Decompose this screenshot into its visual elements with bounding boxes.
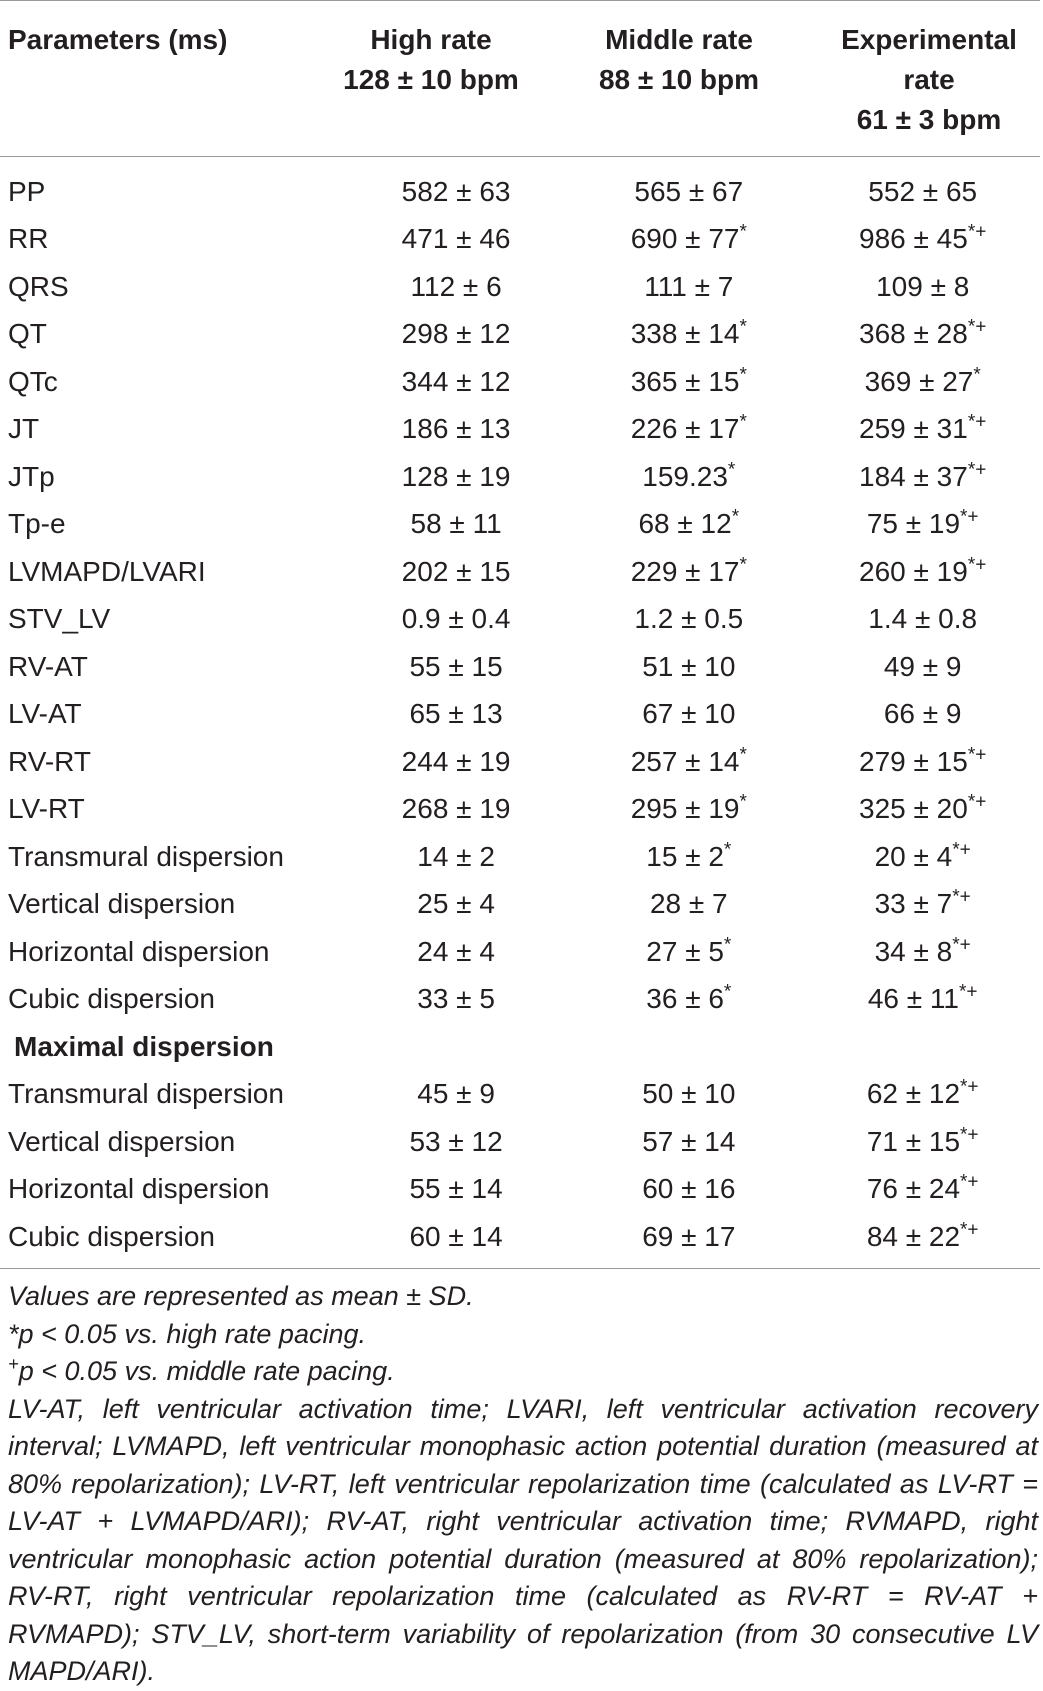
cell-high-rate-value: 53 ± 12 xyxy=(409,1125,503,1157)
cell-high-rate xyxy=(340,643,572,691)
cell-high-rate xyxy=(340,501,572,549)
cell-experimental-rate-significance: *+ xyxy=(960,1076,979,1098)
top-rule xyxy=(0,0,1040,1)
cell-experimental-rate-significance: *+ xyxy=(952,839,971,861)
cell-middle-rate xyxy=(572,1166,805,1214)
cell-parameter: STV_LV xyxy=(8,603,111,635)
cell-experimental-rate xyxy=(805,1166,1040,1214)
header-high-rate xyxy=(306,20,556,100)
cell-middle-rate-value: 338 ± 14 xyxy=(630,318,740,350)
cell-middle-rate xyxy=(572,976,805,1024)
cell-experimental-rate-significance: *+ xyxy=(960,1171,979,1193)
cell-experimental-rate xyxy=(805,216,1040,264)
cell-parameter: JT xyxy=(8,413,40,445)
table-row xyxy=(0,1213,1040,1261)
data-table xyxy=(0,168,1040,1261)
cell-middle-rate-value: 690 ± 77 xyxy=(630,223,740,255)
header-middle-label: Middle rate xyxy=(605,24,753,55)
cell-parameter: QT xyxy=(8,318,47,350)
cell-middle-rate-value: 60 ± 16 xyxy=(642,1173,736,1205)
cell-experimental-rate-significance: *+ xyxy=(960,1124,979,1146)
cell-high-rate-value: 25 ± 4 xyxy=(417,888,495,920)
bottom-rule xyxy=(0,1268,1040,1269)
header-middle-bpm: 88 ± 10 bpm xyxy=(598,64,760,95)
cell-experimental-rate xyxy=(805,311,1040,359)
cell-experimental-rate xyxy=(805,738,1040,786)
header-high-label: High rate xyxy=(370,24,492,55)
cell-experimental-rate xyxy=(805,881,1040,929)
cell-parameter: QRS xyxy=(8,270,69,302)
cell-high-rate-value: 33 ± 5 xyxy=(417,983,495,1015)
cell-high-rate xyxy=(340,596,572,644)
section-label: Maximal dispersion xyxy=(14,1030,274,1062)
cell-middle-rate-value: 295 ± 19 xyxy=(630,793,740,825)
header-exp-bpm: 61 ± 3 bpm xyxy=(856,104,1002,135)
cell-middle-rate-value: 565 ± 67 xyxy=(634,175,744,207)
cell-high-rate xyxy=(340,168,572,216)
table-row xyxy=(0,168,1040,216)
cell-middle-rate-value: 67 ± 10 xyxy=(642,698,736,730)
cell-high-rate xyxy=(340,1166,572,1214)
cell-high-rate xyxy=(340,548,572,596)
cell-experimental-rate-significance: *+ xyxy=(967,316,987,338)
cell-middle-rate xyxy=(572,1118,805,1166)
cell-high-rate xyxy=(340,358,572,406)
cell-experimental-rate xyxy=(805,1213,1040,1261)
cell-experimental-rate xyxy=(805,596,1040,644)
cell-high-rate-value: 14 ± 2 xyxy=(417,840,495,872)
header-middle-rate xyxy=(554,20,804,100)
cell-high-rate-value: 202 ± 15 xyxy=(401,555,511,587)
cell-experimental-rate-significance: *+ xyxy=(967,221,987,243)
cell-parameter: RR xyxy=(8,223,49,255)
table-row xyxy=(0,406,1040,454)
cell-experimental-rate-value: 259 ± 31 xyxy=(859,413,968,445)
cell-middle-rate xyxy=(572,311,805,359)
cell-experimental-rate-significance: * xyxy=(973,364,981,386)
cell-experimental-rate xyxy=(805,358,1040,406)
cell-middle-rate-value: 229 ± 17 xyxy=(630,555,740,587)
cell-experimental-rate xyxy=(805,976,1040,1024)
cell-experimental-rate-significance: *+ xyxy=(967,459,987,481)
cell-parameter: Cubic dispersion xyxy=(8,983,215,1015)
cell-middle-rate-significance: * xyxy=(739,316,747,338)
cell-middle-rate xyxy=(572,263,805,311)
cell-high-rate xyxy=(340,406,572,454)
cell-middle-rate xyxy=(572,691,805,739)
table-row xyxy=(0,928,1040,976)
section-row xyxy=(0,1023,1040,1071)
cell-high-rate-value: 58 ± 11 xyxy=(410,508,502,540)
cell-middle-rate-significance: * xyxy=(739,554,747,576)
cell-middle-rate-significance: * xyxy=(739,744,747,766)
header-high-bpm: 128 ± 10 bpm xyxy=(343,64,519,95)
cell-parameter: QTc xyxy=(8,365,58,397)
cell-high-rate-value: 186 ± 13 xyxy=(401,413,511,445)
cell-middle-rate-value: 57 ± 14 xyxy=(642,1125,736,1157)
cell-experimental-rate-significance: *+ xyxy=(967,554,987,576)
cell-experimental-rate-significance: *+ xyxy=(967,744,987,766)
cell-experimental-rate-value: 986 ± 45 xyxy=(859,223,968,255)
cell-experimental-rate xyxy=(805,501,1040,549)
cell-experimental-rate-value: 66 ± 9 xyxy=(883,698,962,730)
cell-parameter: Horizontal dispersion xyxy=(8,935,270,967)
cell-middle-rate-significance: * xyxy=(739,791,747,813)
header-parameters: Parameters (ms) xyxy=(8,24,228,55)
cell-middle-rate-value: 51 ± 10 xyxy=(642,650,736,682)
cell-experimental-rate-value: 1.4 ± 0.8 xyxy=(868,603,978,635)
header-exp-label-2: rate xyxy=(903,64,955,95)
footnotes xyxy=(8,1278,1038,1691)
cell-high-rate-value: 55 ± 15 xyxy=(409,650,503,682)
cell-experimental-rate-value: 33 ± 7 xyxy=(874,888,953,920)
cell-high-rate-value: 0.9 ± 0.4 xyxy=(401,603,511,635)
cell-middle-rate-value: 365 ± 15 xyxy=(630,365,740,397)
cell-high-rate xyxy=(340,263,572,311)
cell-middle-rate xyxy=(572,1071,805,1119)
cell-high-rate xyxy=(340,1071,572,1119)
cell-middle-rate-significance: * xyxy=(727,459,736,481)
cell-high-rate-value: 55 ± 14 xyxy=(409,1173,503,1205)
cell-middle-rate-value: 27 ± 5 xyxy=(646,935,724,967)
table-row xyxy=(0,453,1040,501)
cell-middle-rate-significance: * xyxy=(739,221,747,243)
cell-middle-rate xyxy=(572,216,805,264)
table-row xyxy=(0,311,1040,359)
table-row xyxy=(0,263,1040,311)
cell-high-rate-value: 268 ± 19 xyxy=(401,793,511,825)
cell-high-rate xyxy=(340,1118,572,1166)
cell-middle-rate-value: 36 ± 6 xyxy=(646,983,724,1015)
cell-experimental-rate-significance: *+ xyxy=(967,791,987,813)
cell-middle-rate-value: 159.23 xyxy=(642,460,728,492)
cell-middle-rate-value: 69 ± 17 xyxy=(642,1220,736,1252)
table-row xyxy=(0,1166,1040,1214)
cell-experimental-rate-value: 368 ± 28 xyxy=(859,318,968,350)
cell-high-rate xyxy=(340,928,572,976)
cell-middle-rate xyxy=(572,786,805,834)
cell-high-rate xyxy=(340,881,572,929)
cell-middle-rate-significance: * xyxy=(723,839,732,861)
cell-parameter: RV-RT xyxy=(8,745,91,777)
cell-middle-rate-significance: * xyxy=(731,506,740,528)
cell-parameter: LV-AT xyxy=(8,698,82,730)
cell-high-rate-value: 298 ± 12 xyxy=(401,318,511,350)
table-row xyxy=(0,501,1040,549)
cell-parameter: Vertical dispersion xyxy=(8,888,236,920)
cell-high-rate-value: 582 ± 63 xyxy=(401,175,511,207)
cell-experimental-rate xyxy=(805,168,1040,216)
cell-high-rate-value: 344 ± 12 xyxy=(401,365,511,397)
header-rule xyxy=(0,156,1040,157)
cell-high-rate-value: 471 ± 46 xyxy=(401,223,511,255)
footnote-plus-text: p < 0.05 vs. middle rate pacing. xyxy=(18,1356,395,1386)
cell-high-rate xyxy=(340,216,572,264)
cell-experimental-rate-significance: *+ xyxy=(960,1219,979,1241)
cell-high-rate-value: 112 ± 6 xyxy=(410,270,502,302)
cell-high-rate xyxy=(340,311,572,359)
cell-high-rate-value: 244 ± 19 xyxy=(401,745,511,777)
cell-experimental-rate-value: 71 ± 15 xyxy=(866,1125,961,1157)
table-row xyxy=(0,881,1040,929)
cell-high-rate xyxy=(340,691,572,739)
cell-experimental-rate-value: 184 ± 37 xyxy=(859,460,968,492)
table-row xyxy=(0,833,1040,881)
cell-experimental-rate-significance: *+ xyxy=(967,411,987,433)
cell-middle-rate xyxy=(572,833,805,881)
cell-parameter: RV-AT xyxy=(8,650,88,682)
cell-experimental-rate-significance: *+ xyxy=(952,886,971,908)
cell-experimental-rate-value: 49 ± 9 xyxy=(883,650,962,682)
cell-parameter: Tp-e xyxy=(8,508,66,540)
cell-experimental-rate-significance: *+ xyxy=(959,981,978,1003)
table-row xyxy=(0,976,1040,1024)
cell-high-rate xyxy=(340,453,572,501)
cell-experimental-rate xyxy=(805,833,1040,881)
cell-experimental-rate-value: 20 ± 4 xyxy=(874,840,953,872)
cell-experimental-rate-value: 76 ± 24 xyxy=(866,1173,961,1205)
cell-middle-rate xyxy=(572,738,805,786)
cell-high-rate-value: 24 ± 4 xyxy=(417,935,495,967)
table-row xyxy=(0,596,1040,644)
cell-middle-rate xyxy=(572,168,805,216)
cell-experimental-rate-significance: *+ xyxy=(952,934,971,956)
cell-middle-rate xyxy=(572,406,805,454)
cell-experimental-rate xyxy=(805,1118,1040,1166)
cell-middle-rate xyxy=(572,928,805,976)
cell-parameter: Transmural dispersion xyxy=(8,1078,284,1110)
footnote-mean: Values are represented as mean ± SD. xyxy=(8,1281,474,1311)
plus-marker: + xyxy=(8,1352,19,1374)
footnote-abbreviations: LV-AT, left ventricular activation time; LVARI, left ventricular activation recovery interval; LVMAPD, left ventricular monophasic action potential duration (measured at 80% repolarization); LV-RT, left ventricular repolarization time (calculated as LV-RT = LV-AT + LVMAPD/ARI); RV-AT, right ventricular activation time; RVMAPD, right ventricular monophasic action potential duration (measured at 80% repolarization); RV-RT, right ventricular repolarization time (calculated as RV-RT = RV-AT + RVMAPD); STV_LV, short-term variability of repolarization (from 30 consecutive LV MAPD/ARI). xyxy=(8,1393,1038,1686)
cell-experimental-rate xyxy=(805,643,1040,691)
cell-high-rate xyxy=(340,833,572,881)
cell-middle-rate xyxy=(572,596,805,644)
cell-high-rate-value: 128 ± 19 xyxy=(401,460,511,492)
cell-experimental-rate-value: 260 ± 19 xyxy=(859,555,968,587)
table-row xyxy=(0,548,1040,596)
cell-parameter: Vertical dispersion xyxy=(8,1125,236,1157)
footnote-star: *p < 0.05 vs. high rate pacing. xyxy=(8,1318,366,1349)
cell-middle-rate-significance: * xyxy=(739,411,747,433)
cell-experimental-rate-value: 34 ± 8 xyxy=(874,935,953,967)
cell-parameter: LV-RT xyxy=(8,793,85,825)
cell-experimental-rate xyxy=(805,691,1040,739)
table-row xyxy=(0,216,1040,264)
table-row xyxy=(0,358,1040,406)
cell-middle-rate-value: 50 ± 10 xyxy=(642,1078,736,1110)
footnote-plus xyxy=(8,1353,1038,1391)
cell-middle-rate xyxy=(572,1213,805,1261)
cell-middle-rate-value: 257 ± 14 xyxy=(630,745,740,777)
table-row xyxy=(0,643,1040,691)
table-row xyxy=(0,1118,1040,1166)
cell-parameter: Cubic dispersion xyxy=(8,1220,215,1252)
cell-middle-rate xyxy=(572,501,805,549)
cell-middle-rate-value: 111 ± 7 xyxy=(644,270,734,302)
cell-middle-rate xyxy=(572,643,805,691)
cell-high-rate xyxy=(340,786,572,834)
cell-experimental-rate-value: 84 ± 22 xyxy=(866,1220,961,1252)
cell-high-rate xyxy=(340,1213,572,1261)
cell-parameter: PP xyxy=(8,175,46,207)
cell-experimental-rate-value: 279 ± 15 xyxy=(859,745,968,777)
cell-parameter: LVMAPD/LVARI xyxy=(8,555,206,587)
table-row xyxy=(0,786,1040,834)
cell-experimental-rate-significance: *+ xyxy=(960,506,979,528)
cell-experimental-rate xyxy=(805,1071,1040,1119)
header-exp-label-1: Experimental xyxy=(841,24,1017,55)
cell-experimental-rate-value: 369 ± 27 xyxy=(864,365,974,397)
cell-experimental-rate xyxy=(805,406,1040,454)
cell-parameter: JTp xyxy=(8,460,55,492)
cell-parameter: Transmural dispersion xyxy=(8,840,284,872)
cell-middle-rate-significance: * xyxy=(723,934,732,956)
cell-experimental-rate-value: 75 ± 19 xyxy=(866,508,961,540)
cell-middle-rate-value: 68 ± 12 xyxy=(638,508,732,540)
cell-high-rate-value: 65 ± 13 xyxy=(409,698,503,730)
header-experimental-rate xyxy=(804,20,1043,140)
cell-middle-rate xyxy=(572,358,805,406)
cell-experimental-rate-value: 62 ± 12 xyxy=(866,1078,961,1110)
table-row xyxy=(0,1071,1040,1119)
cell-experimental-rate xyxy=(805,453,1040,501)
cell-middle-rate xyxy=(572,548,805,596)
cell-high-rate xyxy=(340,976,572,1024)
cell-experimental-rate xyxy=(805,263,1040,311)
cell-middle-rate xyxy=(572,881,805,929)
cell-experimental-rate-value: 46 ± 11 xyxy=(867,983,959,1015)
cell-high-rate xyxy=(340,738,572,786)
cell-middle-rate-value: 1.2 ± 0.5 xyxy=(634,603,744,635)
cell-middle-rate-value: 226 ± 17 xyxy=(630,413,740,445)
cell-experimental-rate xyxy=(805,928,1040,976)
cell-high-rate-value: 60 ± 14 xyxy=(409,1220,503,1252)
table-row xyxy=(0,738,1040,786)
table-row xyxy=(0,691,1040,739)
cell-experimental-rate-value: 552 ± 65 xyxy=(868,175,978,207)
cell-middle-rate-significance: * xyxy=(723,981,732,1003)
cell-middle-rate-value: 28 ± 7 xyxy=(649,888,728,920)
cell-experimental-rate-value: 109 ± 8 xyxy=(876,270,970,302)
cell-middle-rate xyxy=(572,453,805,501)
cell-high-rate-value: 45 ± 9 xyxy=(417,1078,495,1110)
cell-middle-rate-value: 15 ± 2 xyxy=(646,840,724,872)
cell-middle-rate-significance: * xyxy=(739,364,747,386)
cell-experimental-rate-value: 325 ± 20 xyxy=(859,793,968,825)
cell-experimental-rate xyxy=(805,786,1040,834)
cell-experimental-rate xyxy=(805,548,1040,596)
cell-parameter: Horizontal dispersion xyxy=(8,1173,270,1205)
